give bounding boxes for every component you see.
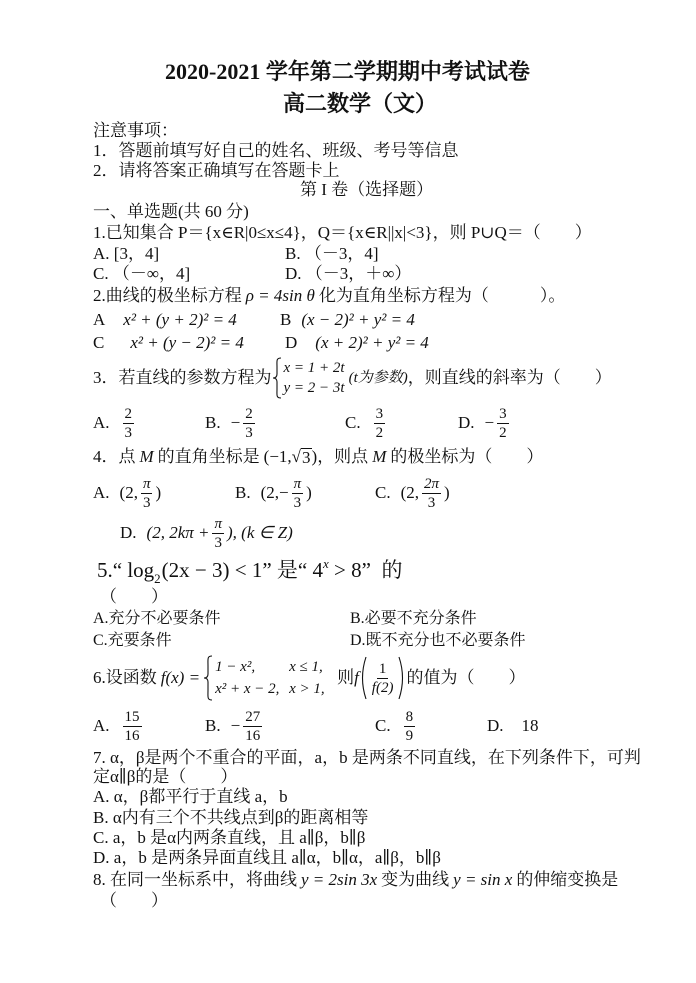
question-2-option-c bbox=[93, 333, 244, 353]
point-variable: M bbox=[139, 447, 154, 466]
option-close: ) bbox=[444, 483, 450, 502]
question-8-answer-paren: （ ） bbox=[100, 891, 168, 910]
case-expression: 1 − x², bbox=[215, 659, 256, 675]
power-base: 4 bbox=[312, 558, 323, 582]
question-6-option-c bbox=[375, 705, 418, 747]
equation-line-2: y = 2 − 3t bbox=[283, 380, 345, 396]
question-4-option-c bbox=[375, 474, 450, 512]
fraction bbox=[123, 709, 142, 744]
log-base: 2 bbox=[154, 571, 161, 586]
fraction bbox=[374, 406, 386, 441]
option-sign: − bbox=[279, 483, 289, 502]
function-definition: f(x) = bbox=[160, 668, 201, 687]
coord-close: ) bbox=[311, 447, 318, 466]
option-open: (2, bbox=[260, 483, 280, 502]
question-4-option-d bbox=[120, 514, 293, 552]
question-3-prefix: 3．若直线的参数方程为 bbox=[93, 368, 272, 387]
question-4-option-a bbox=[93, 474, 161, 512]
option-label: C. bbox=[375, 483, 391, 502]
question-5-prefix: 5.“ bbox=[97, 558, 128, 582]
denominator: 2 bbox=[499, 424, 507, 441]
fraction bbox=[292, 476, 304, 511]
numerator: π bbox=[293, 475, 302, 492]
option-open: (2, bbox=[119, 483, 138, 502]
point-variable: M bbox=[372, 447, 387, 466]
denominator: 3 bbox=[214, 534, 222, 551]
option-label: D bbox=[285, 333, 298, 352]
question-5-option-a: A.充分不必要条件 bbox=[93, 610, 221, 627]
question-7-option-a: A. α，β都平行于直线 a，b bbox=[93, 787, 288, 806]
question-1-option-a: A. [3，4] bbox=[93, 244, 160, 263]
numerator: 3 bbox=[375, 405, 384, 422]
question-6-then: 则 bbox=[337, 668, 355, 687]
option-label: B. bbox=[235, 483, 251, 502]
coord-open: (−1, bbox=[263, 447, 292, 466]
option-formula: x² + (y + 2)² = 4 bbox=[123, 310, 237, 329]
question-8-prefix: 8. 在同一坐标系中，将曲线 bbox=[93, 870, 297, 889]
numerator: 2 bbox=[124, 405, 133, 422]
radicand: 3 bbox=[302, 448, 311, 467]
question-5-answer-paren: （ ） bbox=[100, 587, 168, 606]
fraction bbox=[243, 406, 255, 441]
question-8-mid: 变为曲线 bbox=[381, 870, 450, 889]
denominator: 2 bbox=[375, 424, 384, 441]
part-title: 第 I 卷（选择题） bbox=[300, 180, 434, 199]
denominator: 3 bbox=[427, 494, 436, 511]
numerator: 3 bbox=[499, 405, 507, 422]
question-7-option-d: D. a，b 是两条异面直线且 a∥α，b∥α，a∥β，b∥β bbox=[93, 848, 441, 867]
curve-original: y = 2sin 3x bbox=[301, 870, 378, 889]
question-6-option-a bbox=[93, 705, 145, 747]
option-label: B bbox=[280, 310, 292, 329]
option-label: A bbox=[93, 310, 106, 329]
question-1-option-c: C. （－∞，4] bbox=[93, 264, 191, 283]
option-label: C. bbox=[345, 413, 361, 432]
question-5-suffix: 的 bbox=[370, 558, 403, 582]
option-label: D. bbox=[487, 716, 504, 735]
question-8-suffix: 的伸缩变换是 bbox=[516, 870, 619, 889]
question-5-option-c: C.充要条件 bbox=[93, 632, 172, 649]
fraction bbox=[497, 406, 509, 441]
option-close: ) bbox=[155, 483, 162, 502]
question-6-prefix: 6.设函数 bbox=[93, 668, 157, 687]
log-function: log bbox=[127, 558, 155, 582]
power-exponent: x bbox=[323, 556, 329, 571]
log-argument: (2x − 3) < 1” bbox=[161, 558, 272, 582]
question-3-option-c bbox=[345, 402, 388, 444]
option-label: A. bbox=[93, 483, 110, 502]
question-2-option-a bbox=[93, 310, 237, 330]
numerator: π bbox=[214, 515, 222, 532]
fraction bbox=[212, 516, 224, 551]
case-expression: x² + x − 2, bbox=[215, 681, 280, 697]
question-1-stem: 1.已知集合 P＝{x∈R|0≤x≤4}，Q＝{x∈R||x|<3}，则 P∪Q＝（ ） bbox=[93, 223, 592, 242]
question-4-suffix: 的极坐标为（ ） bbox=[390, 447, 544, 466]
question-4-mid: 的直角坐标是 bbox=[157, 447, 260, 466]
parameter-note: (t为参数) bbox=[348, 370, 408, 386]
case-row bbox=[215, 656, 337, 678]
numerator: 1 bbox=[378, 660, 387, 677]
section-title: 一、单选题(共 60 分) bbox=[93, 202, 249, 221]
notice-item-1: 1．答题前填写好自己的姓名、班级、考号等信息 bbox=[93, 141, 459, 160]
option-label: D. bbox=[120, 523, 137, 542]
denominator: 3 bbox=[124, 424, 133, 441]
piecewise-cases bbox=[215, 656, 337, 700]
option-label: C bbox=[93, 333, 105, 352]
question-3-option-a bbox=[93, 402, 137, 444]
question-5-stem bbox=[97, 555, 402, 585]
option-formula: (x + 2)² + y² = 4 bbox=[315, 333, 429, 352]
denominator: 9 bbox=[405, 727, 414, 744]
denominator: 16 bbox=[124, 727, 140, 744]
right-paren-icon bbox=[398, 656, 406, 700]
question-6-option-d bbox=[487, 705, 539, 747]
question-7-option-b: B. α内有三个不共线点到β的距离相等 bbox=[93, 808, 369, 827]
question-4-option-b bbox=[235, 474, 312, 512]
option-label: B. bbox=[205, 413, 221, 432]
exam-title: 2020-2021 学年第二学期期中考试试卷 bbox=[165, 59, 530, 84]
option-label: B. bbox=[205, 716, 221, 735]
question-3-option-b bbox=[205, 402, 258, 444]
numerator: 27 bbox=[245, 708, 261, 725]
fraction bbox=[422, 476, 441, 511]
function-name: f bbox=[354, 668, 359, 687]
option-formula: (x − 2)² + y² = 4 bbox=[301, 310, 415, 329]
fraction bbox=[243, 709, 262, 744]
option-open: (2, 2kπ + bbox=[146, 523, 210, 542]
option-label: A. bbox=[93, 413, 110, 432]
exam-subtitle: 高二数学（文） bbox=[283, 91, 438, 116]
option-sign: − bbox=[230, 716, 241, 735]
option-formula: x² + (y − 2)² = 4 bbox=[130, 333, 244, 352]
question-4-mid2: ，则点 bbox=[317, 447, 369, 466]
case-condition: x ≤ 1, bbox=[289, 659, 323, 675]
question-7-stem-line-1: 7. α，β是两个不重合的平面，a，b 是两条不同直线，在下列条件下，可判 bbox=[93, 748, 641, 767]
question-8-stem bbox=[93, 870, 618, 890]
question-6-suffix: 的值为（ ） bbox=[406, 668, 526, 687]
question-4-stem bbox=[93, 447, 543, 467]
question-4-prefix: 4．点 bbox=[93, 447, 136, 466]
question-2-suffix: 化为直角坐标方程为（ ）。 bbox=[318, 286, 566, 305]
question-3-stem bbox=[93, 356, 612, 400]
option-sign: − bbox=[484, 413, 495, 432]
option-close: ), (k ∈ Z) bbox=[227, 523, 293, 542]
question-3-suffix: ，则直线的斜率为（ ） bbox=[407, 368, 612, 387]
option-close: ) bbox=[306, 483, 312, 502]
equation-line-1: x = 1 + 2t bbox=[283, 360, 345, 376]
question-6-option-b bbox=[205, 705, 265, 747]
power-rest: > 8” bbox=[328, 558, 371, 582]
case-row bbox=[215, 678, 337, 700]
question-1-option-d: D. （－3，＋∞） bbox=[285, 264, 412, 283]
option-label: C. bbox=[375, 716, 391, 735]
notice-item-2: 2．请将答案正确填写在答题卡上 bbox=[93, 161, 340, 180]
fraction bbox=[123, 406, 135, 441]
denominator: 3 bbox=[142, 494, 151, 511]
option-label: D. bbox=[458, 413, 475, 432]
notice-heading: 注意事项： bbox=[93, 121, 178, 140]
question-6-stem bbox=[93, 653, 525, 703]
question-5-option-b: B.必要不充分条件 bbox=[350, 610, 477, 627]
left-brace-icon bbox=[203, 655, 213, 701]
left-paren-icon bbox=[359, 656, 367, 700]
question-2-formula: ρ = 4sin θ bbox=[245, 286, 315, 305]
fraction bbox=[370, 661, 396, 696]
denominator: 3 bbox=[293, 494, 302, 511]
numerator: 8 bbox=[405, 708, 414, 725]
question-1-option-b: B. （－3，4] bbox=[285, 244, 379, 263]
radical-sign: √ bbox=[291, 447, 302, 466]
numerator: 2π bbox=[424, 475, 440, 492]
curve-target: y = sin x bbox=[453, 870, 513, 889]
question-2-prefix: 2.曲线的极坐标方程 bbox=[93, 286, 242, 305]
question-7-option-c: C. a，b 是α内两条直线，且 a∥β，b∥β bbox=[93, 828, 366, 847]
numerator: 2 bbox=[245, 405, 253, 422]
denominator: f(2) bbox=[371, 679, 394, 696]
fraction bbox=[141, 476, 153, 511]
numerator: 15 bbox=[124, 708, 140, 725]
numerator: π bbox=[142, 475, 151, 492]
denominator: 16 bbox=[245, 727, 261, 744]
option-value: 18 bbox=[521, 716, 539, 735]
question-3-option-d bbox=[458, 402, 512, 444]
case-condition: x > 1, bbox=[289, 681, 325, 697]
question-5-option-d: D.既不充分也不必要条件 bbox=[350, 632, 526, 649]
fraction bbox=[404, 709, 416, 744]
denominator: 3 bbox=[245, 424, 253, 441]
option-label: A. bbox=[93, 716, 110, 735]
equation-system bbox=[284, 358, 345, 398]
question-2-option-d bbox=[285, 333, 429, 353]
question-7-stem-line-2: 定α∥β的是（ ） bbox=[93, 767, 238, 786]
question-5-mid: 是“ bbox=[271, 558, 313, 582]
question-2-option-b bbox=[280, 310, 415, 330]
option-sign: − bbox=[230, 413, 241, 432]
option-open: (2, bbox=[400, 483, 420, 502]
question-2-stem bbox=[93, 286, 565, 306]
left-brace-icon bbox=[272, 357, 282, 399]
